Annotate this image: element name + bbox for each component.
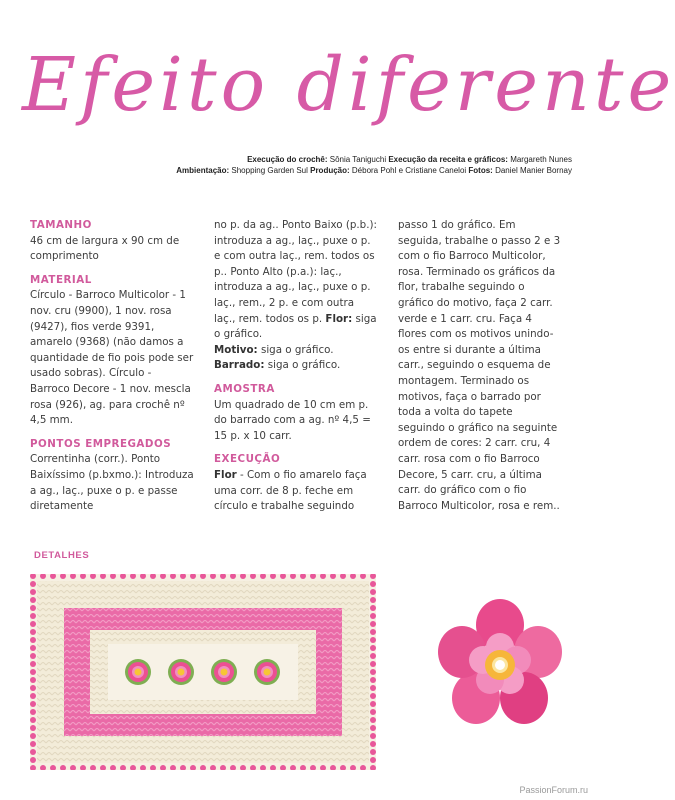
rug-photo <box>28 572 378 772</box>
detalhes-label: DETALHES <box>34 550 90 561</box>
rug-flower <box>168 659 194 685</box>
credit-value: Débora Pohl e Cristiane Caneloi <box>349 166 469 175</box>
motivo-text: siga o gráfico. <box>257 343 334 356</box>
text-column-1 <box>30 218 194 515</box>
barrado-label: Barrado: <box>214 359 265 372</box>
pontos-text: Correntinha (corr.). Ponto Baixíssimo (p.bxmo.): Introduza a ag., laç., puxe o p. e passe diretamente <box>30 453 194 513</box>
pontos-continued-text: no p. da ag.. Ponto Baixo (p.b.): introduza a ag., laç., puxe o p. e com outra laç., rem. todos os p.. Ponto Alto (p.a.): laç., introduza a ag., laç., puxe o p. laç., rem., 2 p. e com outra laç., rem. todos os p. <box>214 219 377 325</box>
flor-label: Flor: <box>325 312 353 325</box>
rug-flower <box>211 659 237 685</box>
credit-label: Execução da receita e gráficos: <box>388 155 508 164</box>
motivo-label: Motivo: <box>214 343 258 356</box>
credit-value: Margareth Nunes <box>507 155 572 164</box>
amostra-text: Um quadrado de 10 cm em p. do barrado com a ag. nº 4,5 = 15 p. x 10 carr. <box>214 398 371 442</box>
credit-value: Sônia Taniguchi <box>327 155 389 164</box>
execucao-continued-text: passo 1 do gráfico. Em seguida, trabalhe o passo 2 e 3 com o fio Barroco Multicolor, rosa. Terminado os gráficos da flor, trabalhe seguindo o gráfico do motivo, faça 2 carr. verde e 1 carr. cru. Faça 4 flores com os motivos unindo-os entre si durante a última carr., seguindo o esquema de montagem. Terminado os motivos, faça o barrado por toda a volta do tapete seguindo o gráfico na seguinte ordem de cores: 2 carr. cru, 4 carr. rosa com o fio Barroco Decore, 5 carr. cru, a última carr. do gráfico com o fio Barroco Multicolor, rosa e rem.. <box>398 219 561 512</box>
credits <box>12 154 572 176</box>
credits-line-2 <box>12 165 572 176</box>
section-heading-material: MATERIAL <box>30 273 92 286</box>
exec-flor-label: Flor <box>214 468 237 481</box>
credit-label: Produção: <box>310 166 350 175</box>
rug-flower <box>125 659 151 685</box>
text-column-2 <box>214 218 378 515</box>
material-text: Círculo - Barroco Multicolor - 1 nov. cru (9900), 1 nov. rosa (9427), fios verde 9391, amarelo (9368) (não damos a quantidade de fio pois pode ser usado sobras). Círculo - Barroco Decore - 1 nov. mescla rosa (926), ag. para crochê nº 4,5 mm. <box>30 289 194 427</box>
credit-value: Shopping Garden Sul <box>229 166 311 175</box>
credit-label: Fotos: <box>468 166 493 175</box>
section-heading-amostra: AMOSTRA <box>214 382 275 395</box>
flower-detail-photo <box>430 598 570 732</box>
rug-flower <box>254 659 280 685</box>
watermark: PassionForum.ru <box>519 785 588 795</box>
section-heading-execucao: EXECUÇÃO <box>214 453 281 466</box>
text-column-3 <box>398 218 562 514</box>
flower-center-hole <box>495 660 505 670</box>
flor-text: siga o gráfico. <box>214 312 377 341</box>
page-title: Efeito diferente <box>22 42 675 128</box>
credit-label: Execução do crochê: <box>247 155 328 164</box>
credits-line-1 <box>12 154 572 165</box>
credit-label: Ambientação: <box>176 166 230 175</box>
barrado-text: siga o gráfico. <box>264 359 341 372</box>
section-heading-tamanho: TAMANHO <box>30 219 92 231</box>
tamanho-text: 46 cm de largura x 90 cm de comprimento <box>30 234 180 263</box>
credit-value: Daniel Manier Bornay <box>492 166 572 175</box>
execucao-text: - Com o fio amarelo faça uma corr. de 8 p. feche em círculo e trabalhe seguindo <box>214 468 367 513</box>
section-heading-pontos: PONTOS EMPREGADOS <box>30 437 172 450</box>
